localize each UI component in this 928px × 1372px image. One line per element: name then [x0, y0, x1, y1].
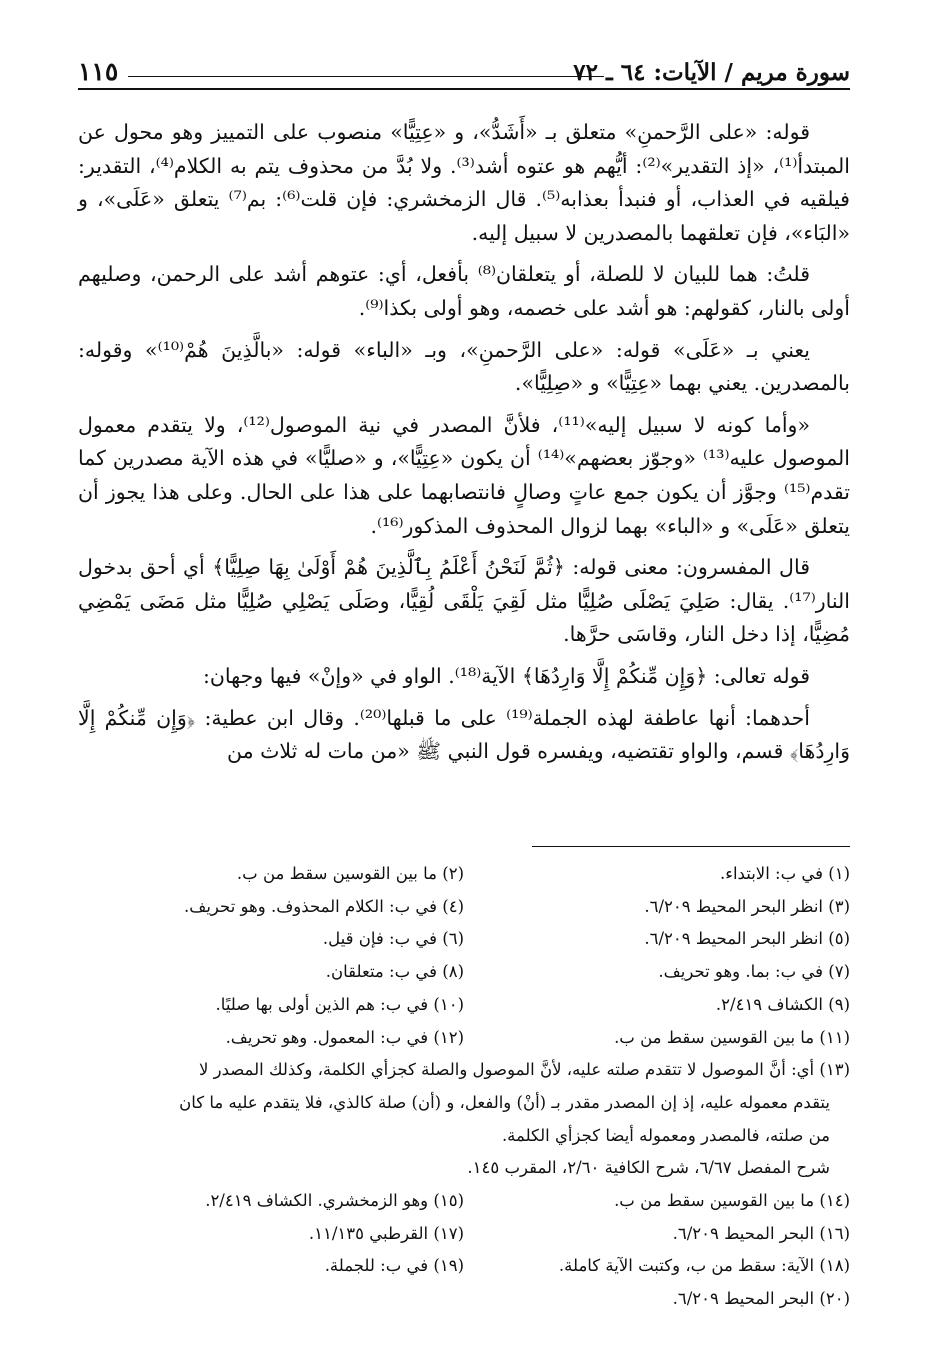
paragraph: يعني بـ «عَلَى» قوله: «على الرَّحمنِ»، وبـ «الباء» قوله: «بالَّذِينَ هُمْ⁽¹⁰⁾» وقوله: بالمصدرين. يعني بهما «عِتِيًّا» و «صِلِيًّا». [78, 337, 850, 396]
footnote-row [78, 858, 850, 891]
footnote: (٢٠) البحر المحيط ٦/٢٠٩. [672, 1289, 850, 1309]
header-rule [78, 88, 850, 90]
footnote: (١٧) القرطبي ١١/١٣٥. [308, 1223, 464, 1243]
paragraph: قلتُ: هما للبيان لا للصلة، أو يتعلقان⁽⁸⁾ بأفعل، أي: عتوهم أشد على الرحمن، وصليهم أولى بالنار، كقولهم: هو أشد على خصمه، وهو أولى بكذا⁽⁹⁾. [78, 262, 850, 320]
footnote: (١٩) في ب: للجملة. [324, 1256, 464, 1276]
footnote-row [78, 989, 850, 1022]
footnote-row [78, 956, 850, 989]
footnote-13: (١٣) أي: أنَّ الموصول لا تتقدم صلته عليه، لأنَّ الموصول والصلة كجزأي الكلمة، وكذلك المصدر لا [198, 1060, 850, 1080]
footnote-13-continuation: يتقدم معموله عليه، إذ إن المصدر مقدر بـ (أنْ) والفعل، و (أن) صلة كالذي، فلا يتقدم عليه ما كان [179, 1092, 830, 1112]
footnote: (٨) في ب: متعلقان. [325, 962, 464, 982]
footnote: (٧) في ب: بما. وهو تحريف. [658, 962, 850, 982]
footnote-separator [532, 846, 850, 847]
footnote-row [78, 1250, 850, 1283]
footnote-row [78, 1185, 850, 1218]
footnote: (٩) الكشاف ٢/٤١٩. [715, 994, 850, 1014]
paragraph: «وأما كونه لا سبيل إليه»⁽¹¹⁾، فلأنَّ المصدر في نية الموصول⁽¹²⁾، ولا يتقدم معمول الموصول عليه⁽¹³⁾ «وجوّز بعضهم»⁽¹⁴⁾ أن يكون «عِتِيًّا»، و «صليًّا» في هذه الآية مصدرين كما تقدم⁽¹⁵⁾ وجوَّز أن يكون جمع عاتٍ وصالٍ فانتصابهما على هذا على الحال. وعلى هذا يجوز أن يتعلق «عَلَى» و «الباء» بهما لزوال المحذوف المذكور⁽¹⁶⁾. [78, 412, 850, 538]
footnote-13-references: شرح المفصل ٦/٦٧، شرح الكافية ٢/٦٠، المقرب ١٤٥. [467, 1158, 830, 1178]
footnote: (٥) انظر البحر المحيط ٦/٢٠٩. [644, 929, 850, 949]
footnote-13-continuation: من صلته، فالمصدر ومعموله أيضا كجزأي الكلمة. [501, 1125, 830, 1145]
running-title: سورة مريم / الآيات: ٦٤ ـ ٧٢ [573, 59, 850, 86]
footnote: (١٠) في ب: هم الذين أولى بها صليًا. [215, 994, 464, 1014]
paragraph: أحدهما: أنها عاطفة لهذه الجملة⁽¹⁹⁾ على ما قبلها⁽²⁰⁾. وقال ابن عطية: ﴿وَإِن مِّنكُمْ إِلَّا وَارِدُهَا﴾ قسم، والواو تقتضيه، ويفسره قول النبي ﷺ «من مات له ثلاث من [78, 705, 850, 764]
footnote-row [78, 1218, 850, 1251]
paragraph: قال المفسرون: معنى قوله: ﴿ثُمَّ لَنَحْنُ أَعْلَمُ بِٱلَّذِينَ هُمْ أَوْلَىٰ بِهَا صِلِيًّا﴾ أي أحق بدخول النار⁽¹⁷⁾. يقال: صَلِيَ يَصْلَى صُلِيًّا مثل لَقِيَ يَلْقَى لُقِيًّا، وصَلَى يَصْلِي صُلِيًّا مثل مَضَى يَمْضِي مُضِيًّا، إذا دخل النار، وقاسَى حرَّها. [78, 555, 850, 647]
page-number: ١١٥ [78, 57, 119, 86]
paragraph: قوله: «على الرَّحمنِ» متعلق بـ «أَشَدُّ»، و «عِتِيًّا» منصوب على التمييز وهو محول عن المبتدأ⁽¹⁾، «إذ التقدير»⁽²⁾: أيُّهم هو عتوه أشد⁽³⁾. ولا بُدَّ من محذوف يتم به الكلام⁽⁴⁾، التقدير: فيلقيه في العذاب، أو فنبدأ بعذابه⁽⁵⁾. قال الزمخشري: فإن قلت⁽⁶⁾: بم⁽⁷⁾ يتعلق «عَلَى»، و «البَاء»، فإن تعلقهما بالمصدرين لا سبيل إليه. [78, 120, 850, 245]
footnote-row [78, 891, 850, 924]
footnote: (٣) انظر البحر المحيط ٦/٢٠٩. [644, 896, 850, 916]
page-header [78, 52, 850, 86]
footnote: (٤) في ب: الكلام المحذوف. وهو تحريف. [184, 896, 464, 916]
footnote: (١) في ب: الابتداء. [719, 864, 850, 883]
footnotes [78, 858, 850, 1316]
main-text [78, 116, 850, 777]
footnote: (١١) ما بين القوسين سقط من ب. [614, 1027, 850, 1047]
footnote-row [78, 1022, 850, 1055]
footnote: (٢) ما بين القوسين سقط من ب. [236, 864, 464, 883]
footnote: (١٤) ما بين القوسين سقط من ب. [614, 1191, 850, 1211]
footnote: (١٥) وهو الزمخشري. الكشاف ٢/٤١٩. [205, 1191, 464, 1211]
footnote-row [78, 923, 850, 956]
header-leader-line [128, 76, 604, 77]
footnote: (١٢) في ب: المعمول. وهو تحريف. [225, 1027, 464, 1047]
footnote: (٦) في ب: فإن قيل. [322, 929, 464, 949]
footnote: (١٦) البحر المحيط ٦/٢٠٩. [672, 1223, 850, 1243]
footnote: (١٨) الآية: سقط من ب، وكتبت الآية كاملة. [558, 1256, 850, 1276]
paragraph: قوله تعالى: ﴿وَإِن مِّنكُمْ إِلَّا وَارِدُهَا﴾ الآية⁽¹⁸⁾. الواو في «وإنْ» فيها وجهان: [202, 663, 810, 688]
